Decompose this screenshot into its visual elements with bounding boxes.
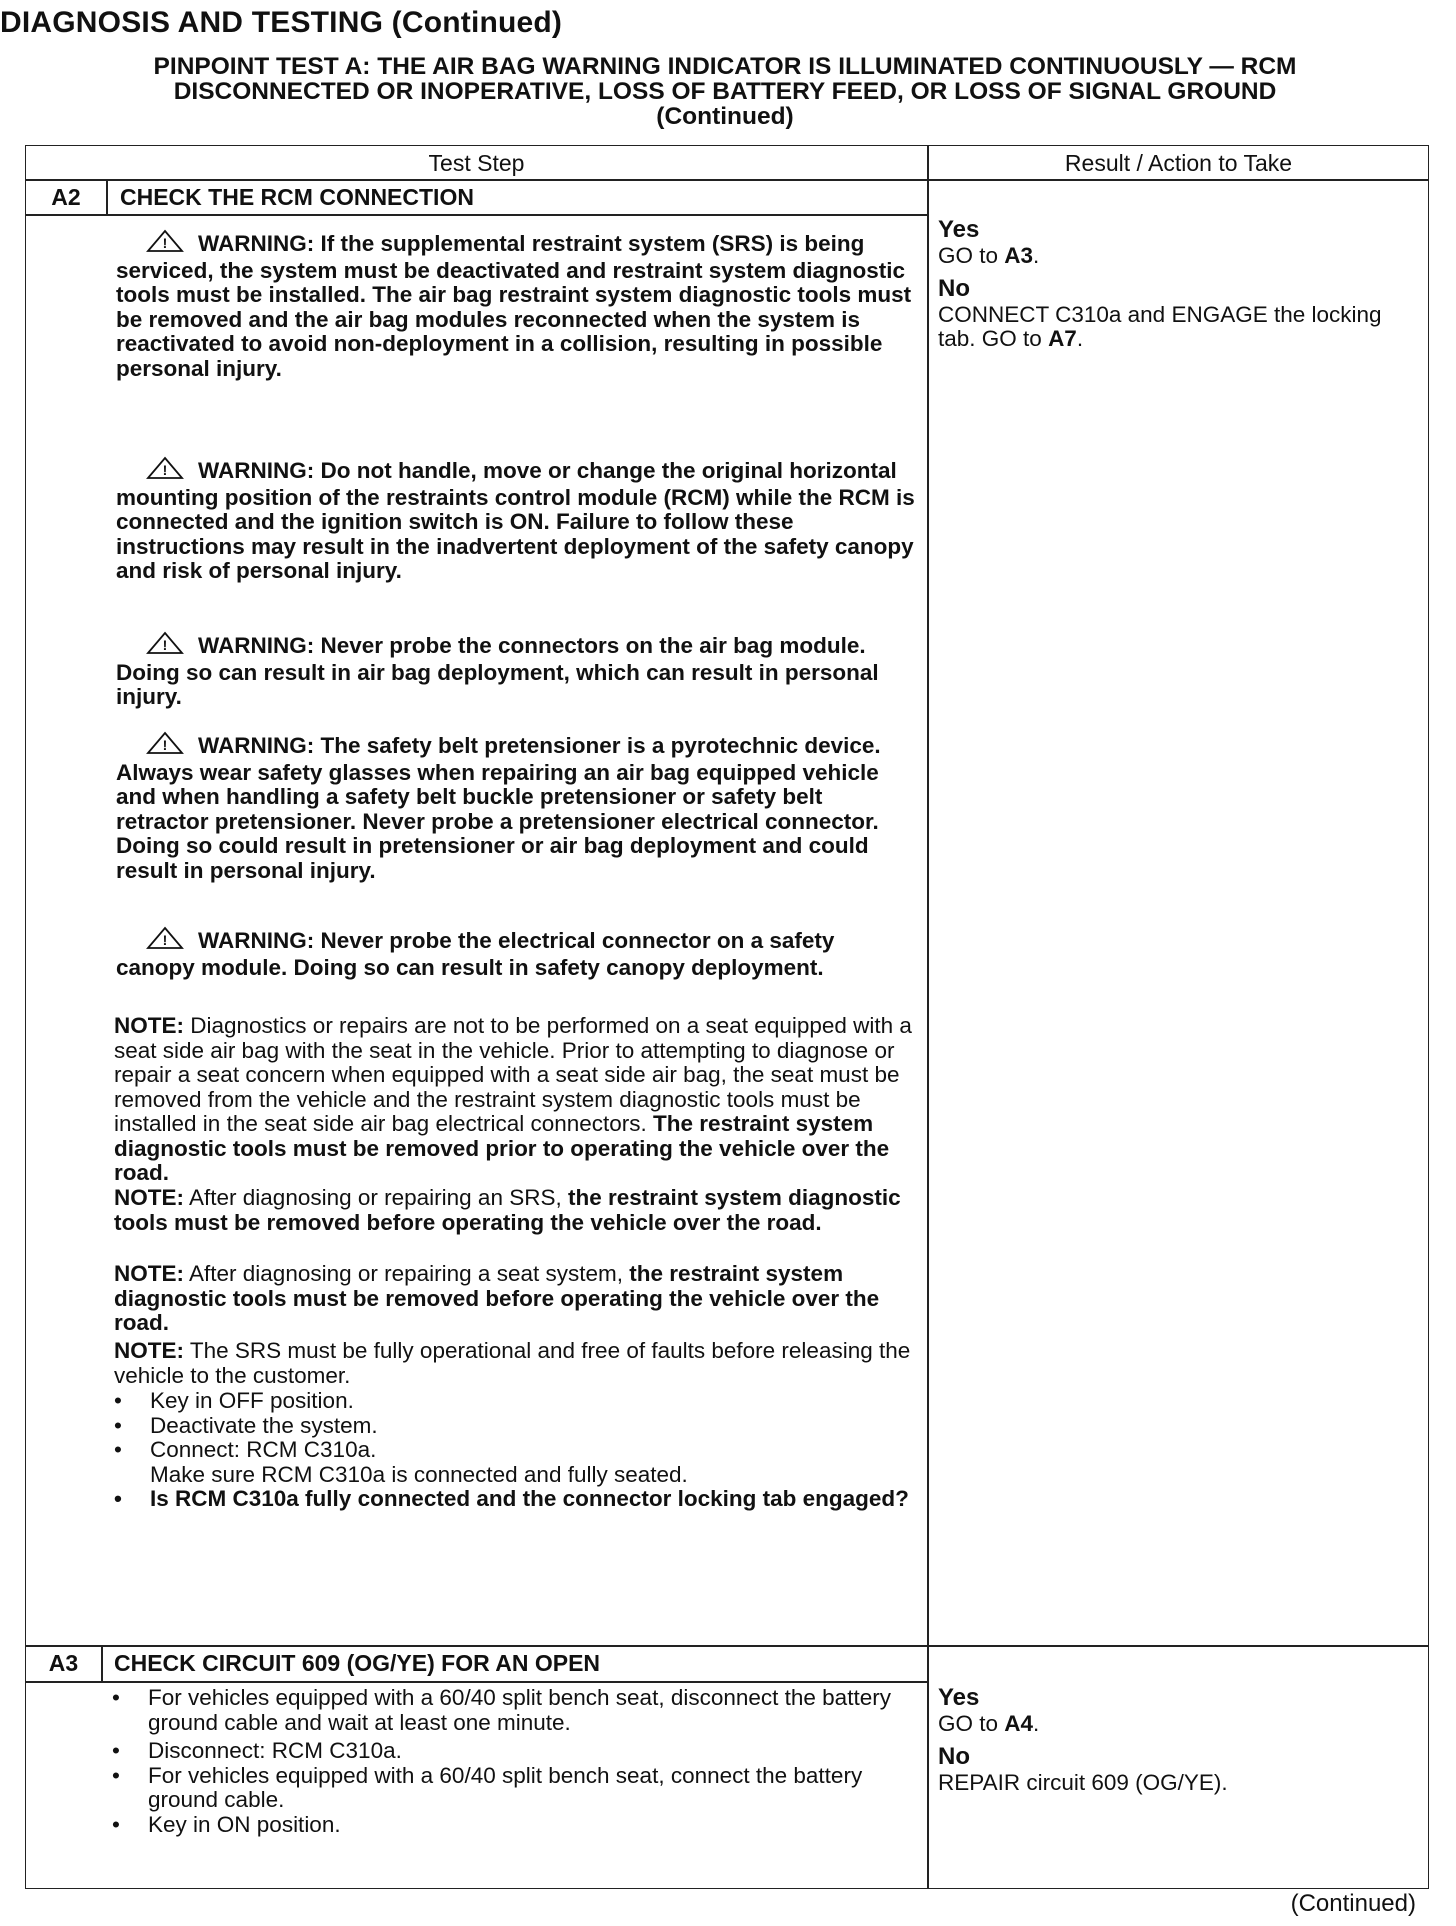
result-no-text: CONNECT C310a and ENGAGE the locking tab. GO to — [938, 301, 1382, 351]
result-yes-action: GO to A4. — [938, 1711, 1040, 1736]
footer-continued: (Continued) — [1290, 1890, 1416, 1917]
note-text: Diagnostics or repairs are not to be performed on a seat equipped with a seat side air bag with the seat in the vehicle. Prior to attempting to diagnose or repair a seat concern when equipped with a seat side air bag, the seat must be removed from the vehicle and the restraint system diagnostic tools must be installed in the seat side air bag electrical connectors. — [114, 1013, 912, 1136]
step-id-a3: A3 — [48, 1650, 79, 1676]
note-bold-text: The restraint system diagnostic tools must be removed prior to operating the vehicle over the road. — [114, 1111, 890, 1185]
note-bold-text: the restraint system diagnostic tools must be removed before operating the vehicle over the road. — [114, 1261, 880, 1335]
warning-pretensioner — [116, 731, 916, 883]
result-yes-text: GO to — [938, 243, 1005, 268]
step-id-a2: A2 — [51, 184, 81, 210]
note-label: NOTE: — [114, 1338, 184, 1363]
note-srs-operational — [114, 1339, 914, 1388]
result-no-label: No — [938, 274, 970, 302]
result-yes-link[interactable]: A3 — [1004, 243, 1034, 268]
svg-text:!: ! — [162, 737, 168, 753]
list-item: • Disconnect: RCM C310a. — [112, 1739, 912, 1764]
a3-steps-list — [112, 1686, 912, 1837]
list-item-subline: Make sure RCM C310a is connected and fully seated. — [150, 1461, 688, 1487]
list-item: • Key in OFF position. — [114, 1389, 914, 1414]
test-title-line3: (Continued) — [656, 103, 794, 130]
list-item: • Connect: RCM C310a. — [114, 1438, 914, 1463]
warning-triangle-icon — [146, 456, 184, 486]
note-label: NOTE: — [114, 1185, 184, 1210]
result-yes-text: GO to — [938, 1711, 1005, 1736]
warning-text: WARNING: Never probe the electrical connector on a safety canopy module. Doing so can result in safety canopy deployment. — [116, 928, 835, 980]
a3-id-divider — [101, 1645, 103, 1681]
list-item: • Key in ON position. — [112, 1813, 912, 1838]
note-text: The SRS must be fully operational and free of faults before releasing the vehicle to the customer. — [114, 1338, 911, 1388]
list-item: • For vehicles equipped with a 60/40 split bench seat, connect the battery ground cable. — [112, 1764, 912, 1813]
list-item: • Deactivate the system. — [114, 1414, 914, 1439]
list-item-question: • Is RCM C310a fully connected and the connector locking tab engaged? — [114, 1487, 914, 1512]
svg-text:!: ! — [162, 932, 168, 948]
a2-id-divider — [106, 179, 108, 214]
result-yes-link[interactable]: A4 — [1004, 1711, 1034, 1736]
svg-text:!: ! — [162, 235, 168, 251]
result-yes-label: Yes — [938, 216, 980, 243]
warning-safety-canopy — [116, 926, 916, 980]
note-after-srs — [114, 1186, 914, 1235]
test-title-line1: PINPOINT TEST A: THE AIR BAG WARNING INDICATOR IS ILLUMINATED CONTINUOUSLY — RCM — [153, 53, 1297, 80]
list-item: • For vehicles equipped with a 60/40 split bench seat, disconnect the battery ground cable and wait at least one minute. — [112, 1686, 912, 1735]
column-divider — [927, 146, 929, 1888]
a2-result — [938, 216, 1418, 352]
warning-triangle-icon — [146, 631, 184, 661]
note-text: After diagnosing or repairing an SRS, — [184, 1185, 568, 1210]
result-no-action: REPAIR circuit 609 (OG/YE). — [938, 1769, 1228, 1795]
a2-steps-list — [114, 1389, 914, 1512]
svg-text:!: ! — [162, 462, 168, 478]
warning-srs-service — [116, 229, 916, 381]
warning-text: WARNING: Never probe the connectors on the air bag module. Doing so can result in air bag deployment, which can result in personal injury. — [116, 633, 879, 709]
svg-text:!: ! — [162, 637, 168, 653]
warning-text: WARNING: Do not handle, move or change the original horizontal mounting position of the restraints control module (RCM) while the RCM is connected and the ignition switch is ON. Failure to follow these instructions may result in the inadvertent deployment of the safety canopy and risk of personal injury. — [116, 458, 915, 583]
note-seat-side-airbag — [114, 1014, 914, 1186]
warning-rcm-mounting — [116, 456, 916, 584]
warning-probe-connectors — [116, 631, 916, 710]
header-test-step: Test Step — [428, 150, 525, 176]
warning-triangle-icon — [146, 731, 184, 761]
note-label: NOTE: — [114, 1261, 184, 1286]
note-bold-text: the restraint system diagnostic tools must be removed before operating the vehicle over the road. — [114, 1185, 901, 1235]
pinpoint-test-title — [30, 54, 1420, 129]
header-result: Result / Action to Take — [1064, 150, 1293, 176]
warning-triangle-icon — [146, 229, 184, 259]
test-table — [25, 145, 1429, 1889]
a3-result — [938, 1684, 1418, 1795]
note-after-seat-system — [114, 1262, 914, 1336]
result-yes-label: Yes — [938, 1684, 980, 1711]
a3-title-divider — [26, 1681, 927, 1683]
warning-text: WARNING: The safety belt pretensioner is a pyrotechnic device. Always wear safety glasses when repairing an air bag equipped vehicle and when handling a safety belt buckle pretensioner or safety belt retractor pretensioner. Never probe a pretensioner electrical connector. Doing so could result in pretensioner or air bag deployment and could result in personal injury. — [116, 733, 881, 883]
result-no-action: CONNECT C310a and ENGAGE the locking tab. GO to A7. — [938, 301, 1382, 351]
note-label: NOTE: — [114, 1013, 184, 1038]
step-title-a2: CHECK THE RCM CONNECTION — [120, 184, 474, 210]
step-title-a3: CHECK CIRCUIT 609 (OG/YE) FOR AN OPEN — [114, 1650, 601, 1676]
a2-title-divider — [26, 214, 927, 216]
note-text: After diagnosing or repairing a seat system, — [184, 1261, 630, 1286]
result-no-label: No — [938, 1742, 970, 1770]
result-yes-action: GO to A3. — [938, 243, 1040, 268]
page-title: DIAGNOSIS AND TESTING (Continued) — [0, 6, 563, 39]
test-title-line2: DISCONNECTED OR INOPERATIVE, LOSS OF BATTERY FEED, OR LOSS OF SIGNAL GROUND — [173, 78, 1277, 105]
warning-text: WARNING: If the supplemental restraint system (SRS) is being serviced, the system must be deactivated and restraint system diagnostic tools must be installed. The air bag restraint system diagnostic tools must be removed and the air bag modules reconnected when the system is reactivated to avoid non-deployment in a collision, resulting in possible personal injury. — [116, 231, 912, 381]
result-no-link[interactable]: A7 — [1048, 326, 1077, 351]
warning-triangle-icon — [146, 926, 184, 956]
